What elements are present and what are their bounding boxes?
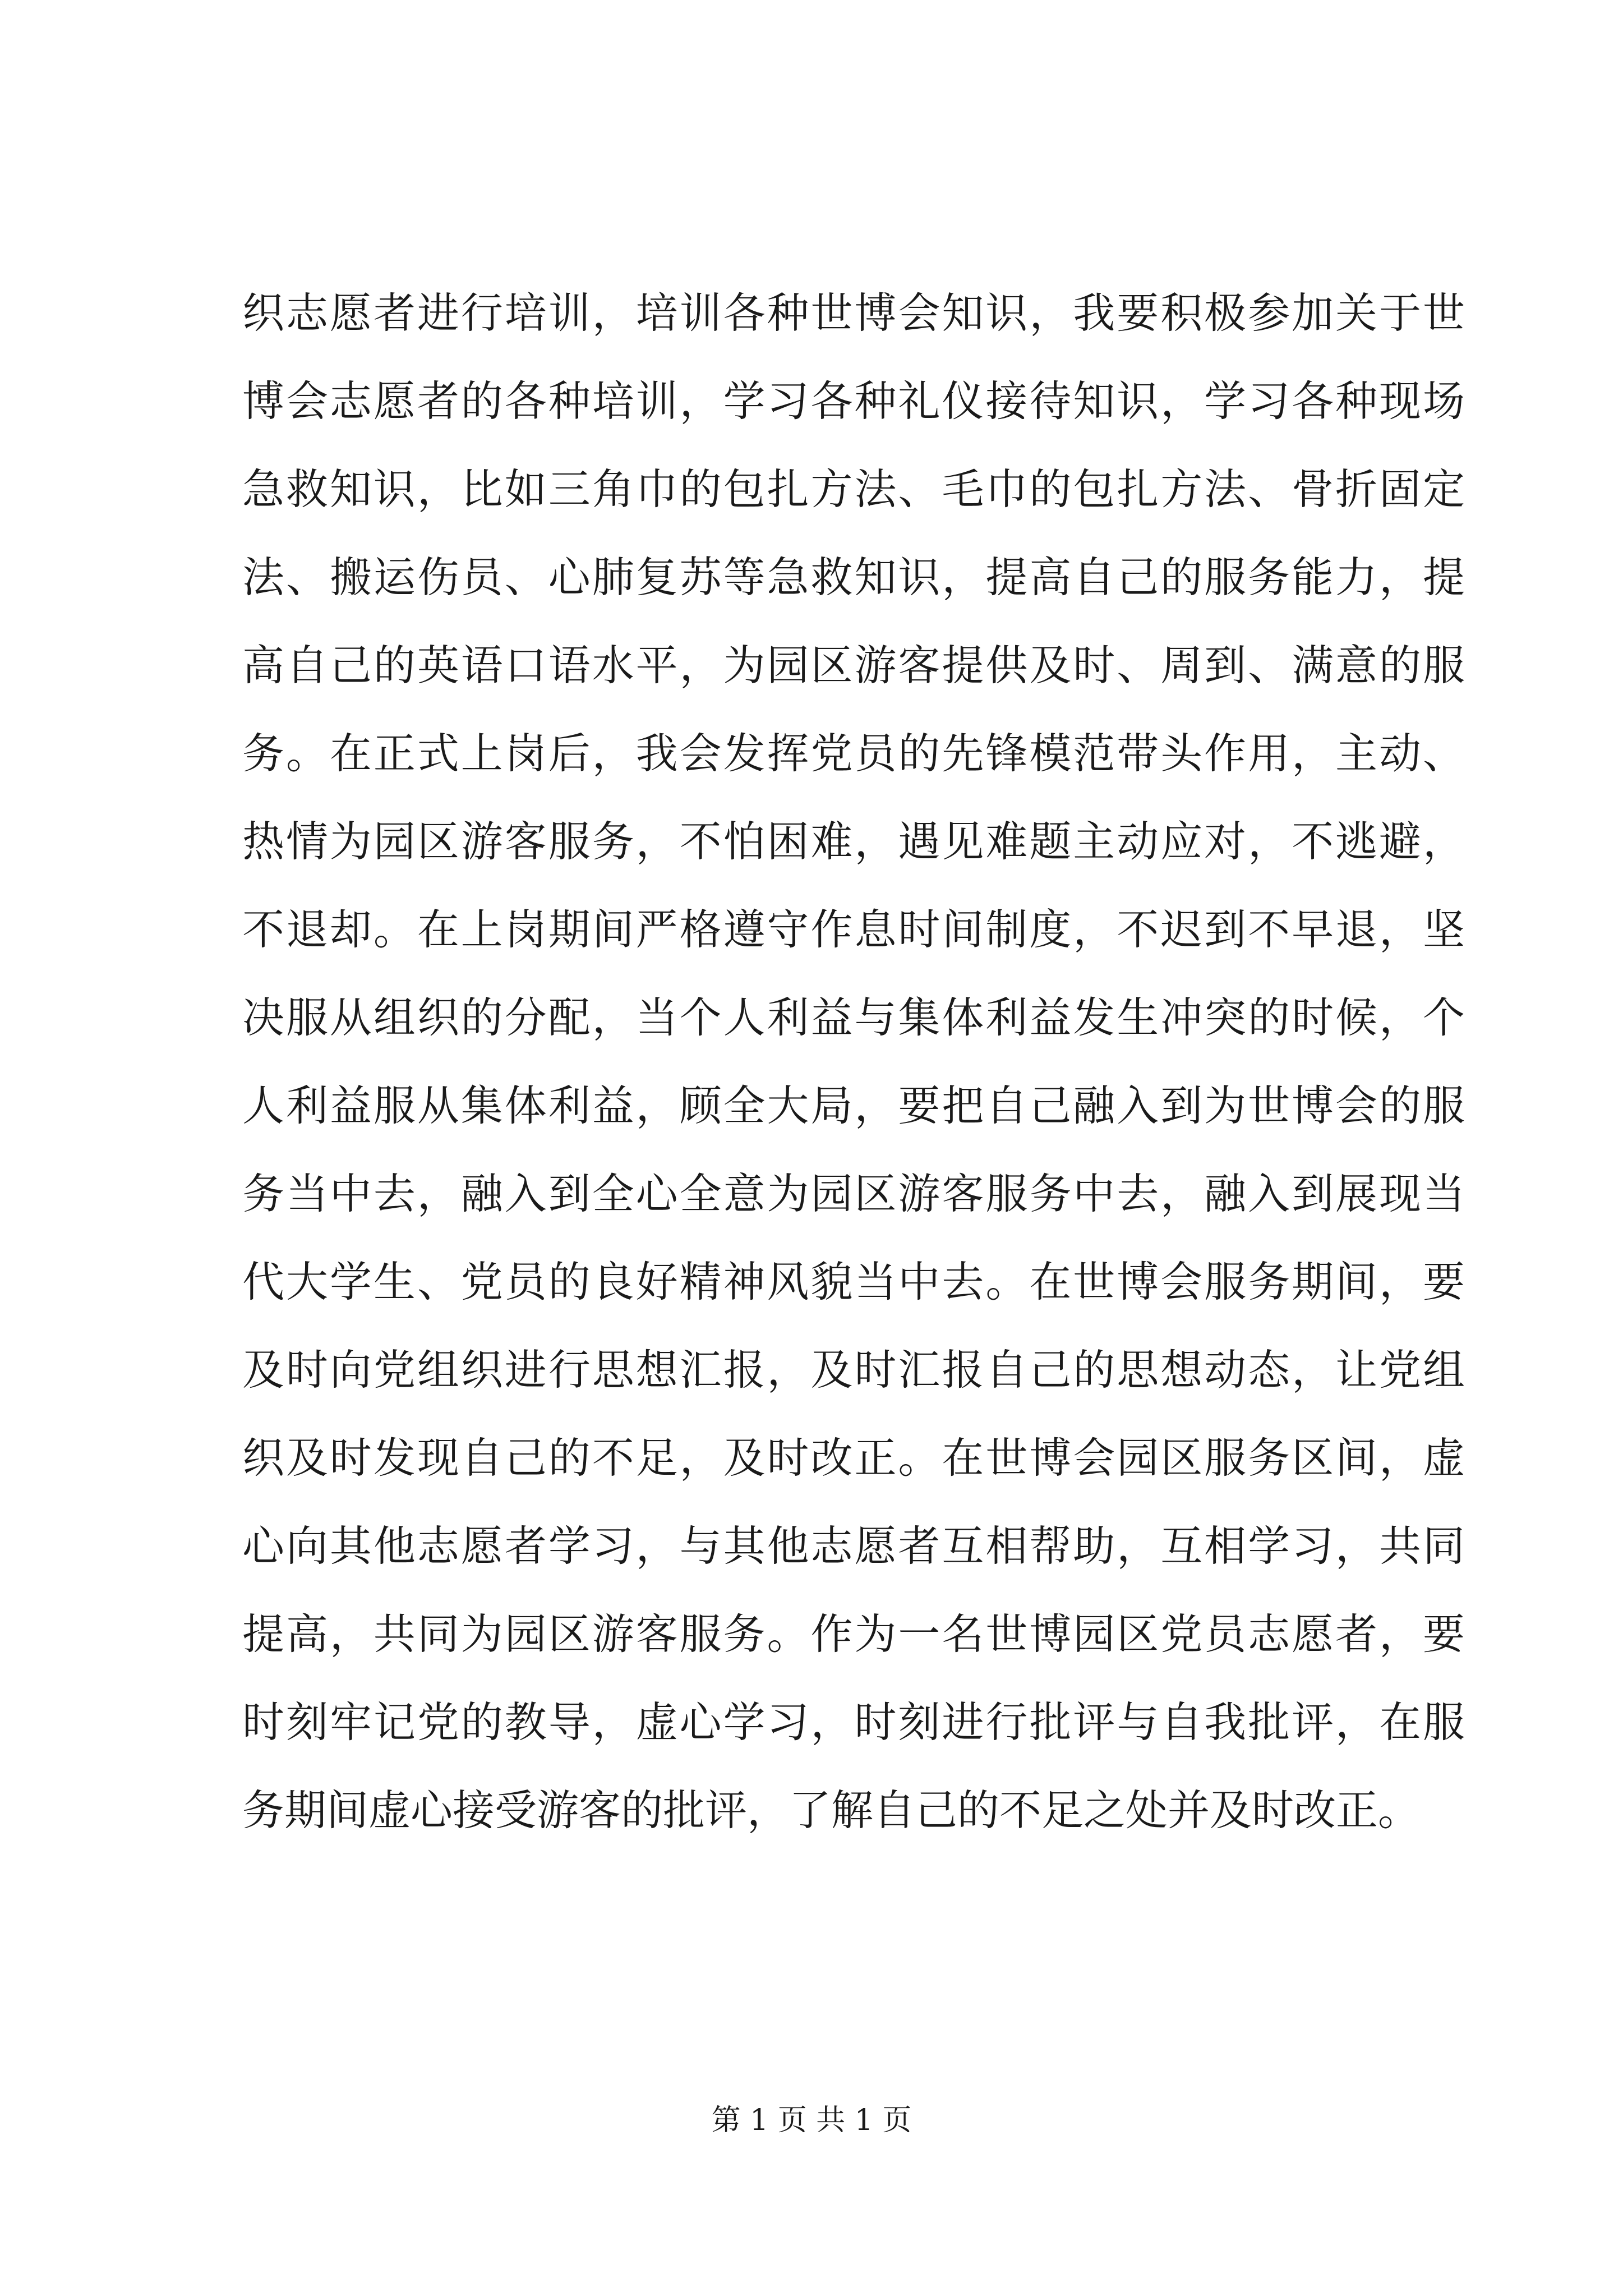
body-paragraph [242, 269, 1465, 1855]
text-line: 及时向党组织进行思想汇报，及时汇报自己的思想动态，让党组 [242, 1345, 1465, 1395]
text-line: 务期间虚心接受游客的批评，了解自己的不足之处并及时改正。 [242, 1786, 1421, 1835]
text-line: 织及时发现自己的不足，及时改正。在世博会园区服务区间，虚 [242, 1433, 1465, 1483]
text-line: 务当中去，融入到全心全意为园区游客服务中去，融入到展现当 [242, 1169, 1465, 1218]
text-line: 人利益服从集体利益，顾全大局，要把自己融入到为世博会的服 [242, 1081, 1465, 1130]
text-line: 博会志愿者的各种培训，学习各种礼仪接待知识，学习各种现场 [242, 376, 1465, 426]
text-line: 法、搬运伤员、心肺复苏等急救知识，提高自己的服务能力，提 [242, 553, 1465, 602]
text-line: 织志愿者进行培训，培训各种世博会知识，我要积极参加关于世 [242, 288, 1465, 338]
text-line: 热情为园区游客服务，不怕困难，遇见难题主动应对，不逃避， [242, 817, 1465, 866]
text-line: 代大学生、党员的良好精神风貌当中去。在世博会服务期间，要 [242, 1257, 1465, 1306]
text-line: 务。在正式上岗后，我会发挥党员的先锋模范带头作用，主动、 [242, 729, 1465, 778]
page-number-label: 第 1 页 共 1 页 [711, 2104, 912, 2137]
text-line: 急救知识，比如三角巾的包扎方法、毛巾的包扎方法、骨折固定 [242, 464, 1465, 514]
text-line: 心向其他志愿者学习，与其他志愿者互相帮助，互相学习，共同 [242, 1521, 1465, 1571]
text-line: 高自己的英语口语水平，为园区游客提供及时、周到、满意的服 [242, 641, 1465, 690]
text-line: 提高，共同为园区游客服务。作为一名世博园区党员志愿者，要 [242, 1609, 1465, 1659]
page-footer [0, 2098, 1623, 2143]
text-line: 决服从组织的分配，当个人利益与集体利益发生冲突的时候，个 [242, 993, 1465, 1042]
text-line: 时刻牢记党的教导，虚心学习，时刻进行批评与自我批评，在服 [242, 1697, 1465, 1747]
text-line: 不退却。在上岗期间严格遵守作息时间制度，不迟到不早退，坚 [242, 905, 1465, 954]
